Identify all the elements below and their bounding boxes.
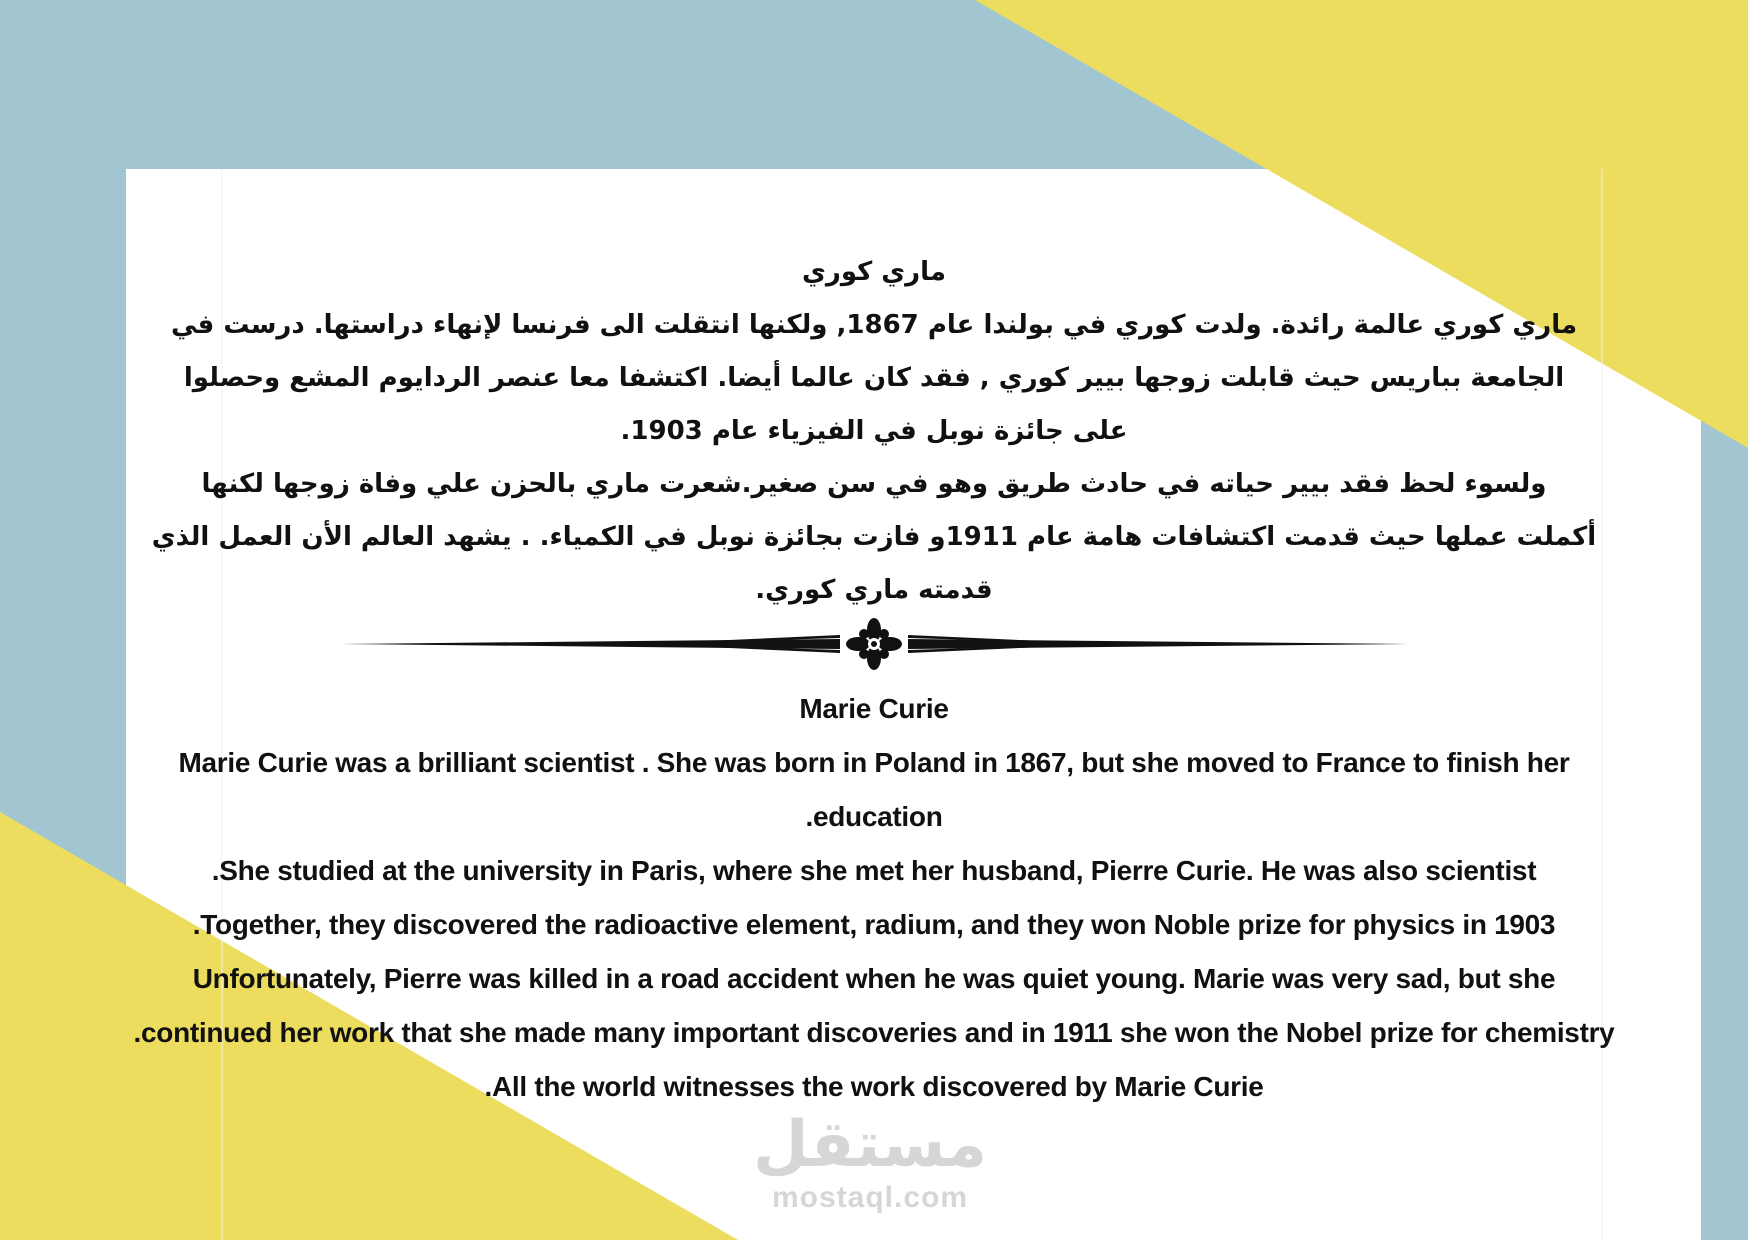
arabic-title: ماري كوري [802, 257, 946, 287]
fleuron-divider-icon [340, 614, 1408, 674]
watermark-latin: mostaql.com [771, 1181, 969, 1214]
mostaql-watermark [740, 1110, 1000, 1240]
english-line-3: .She studied at the university in Paris, where she met her husband, Pierre Curie. He was also scientist [211, 855, 1537, 886]
english-line-7: .All the world witnesses the work discovered by Marie Curie [484, 1071, 1264, 1102]
english-line-2: .education [805, 801, 943, 832]
arabic-line-4: ولسوء لحظ فقد بيير حياته في حادث طريق وهو في سن صغير.شعرت ماري بالحزن علي وفاة زوجها لكنها [201, 469, 1547, 499]
arabic-line-5: أكملت عملها حيث قدمت اكتشافات هامة عام 1911و فازت بجائزة نوبل في الكمياء. . يشهد العالم الأن العمل الذي [151, 522, 1597, 552]
arabic-line-1: ماري كوري عالمة رائدة. ولدت كوري في بولندا عام 1867, ولكنها انتقلت الى فرنسا لإنهاء دراستها. درست في [170, 310, 1578, 340]
english-title: Marie Curie [799, 693, 949, 724]
arabic-line-6: قدمته ماري كوري. [755, 575, 993, 605]
english-line-6: .continued her work that she made many important discoveries and in 1911 she won the Nobel prize for chemistry [133, 1017, 1615, 1048]
arabic-line-3: على جائزة نوبل في الفيزياء عام 1903. [620, 416, 1128, 446]
english-line-5: Unfortunately, Pierre was killed in a road accident when he was quiet young. Marie was very sad, but she [192, 963, 1556, 994]
english-line-4: .Together, they discovered the radioactive element, radium, and they won Noble prize for physics in 1903 [192, 909, 1556, 940]
english-line-1: Marie Curie was a brilliant scientist . She was born in Poland in 1867, but she moved to France to finish her [178, 747, 1570, 778]
watermark-arabic: مستقل [752, 1108, 988, 1182]
arabic-line-2: الجامعة بباريس حيث قابلت زوجها بيير كوري , فقد كان عالما أيضا. اكتشفا معا عنصر الردايوم المشع وحصلوا [183, 363, 1565, 393]
